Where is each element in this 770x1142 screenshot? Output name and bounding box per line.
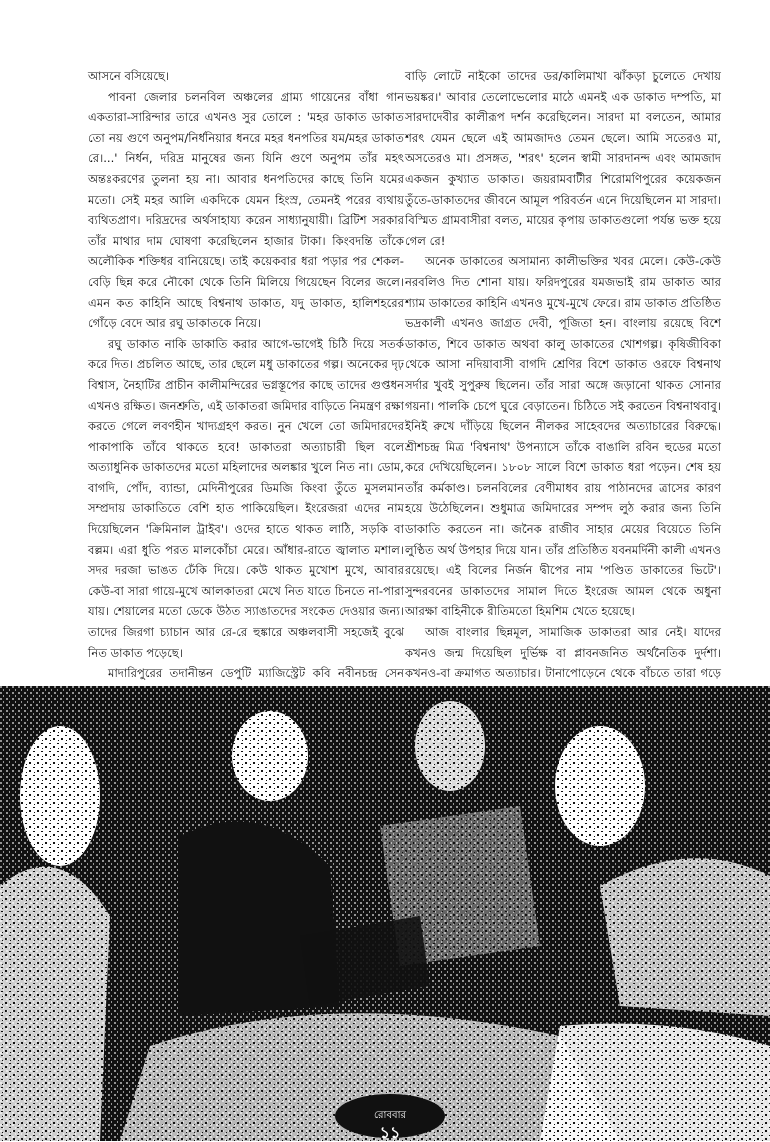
paragraph: আসনে বসিয়েছে। — [88, 69, 170, 83]
article-column-left — [88, 66, 404, 746]
paragraph: পাবনা জেলার চলনবিল অঞ্চলের গ্রাম্য গায়েনের বাঁধা গান একতারা-সারিন্দার তারে এখনও সুর তোলে : 'মহর ডাকাত ডাকাত তো নয় গুণে অনুপম/নির্ধনিয়ার ধনরে মহর ধনপতির যম/মহর ডাকাত রে।...' নির্ধন, দরিদ্র মানুষের জন্য যিনি গুণে অনুপম তাঁর মহৎ অন্তঃকরণের তুলনা হয় না। আবার ধনপতিদের কাছে তিনি যমের মতো। সেই মহর আলি একদিকে যেমন হিংস্র, তেমনই পরের ব্যথায় ব্যথিতপ্রাণ। দরিদ্রদের অর্থসাহায্য করেন সাধ্যানুযায়ী। ব্রিটিশ সরকার তাঁর মাথার দাম ঘোষণা করেছিলেন হাজার টাকা। কিংবদন্তি তাঁকে অলৌকিক শক্তিধর বানিয়েছে। তাই কয়েকবার ধরা পড়ার পর শেকল-বেড়ি ছিন্ন করে নৌকো থেকে তিনি মিলিয়ে গিয়েছেন বিলের জলে। এমন কত কাহিনি আছে বিশ্বনাথ ডাকাত, যদু ডাকাত, হালিশহরের গোঁড়ে বেদে আর রঘু ডাকাতকে নিয়ে। — [88, 89, 404, 331]
magazine-name: রোববার — [374, 1110, 406, 1121]
paragraph: বাড়ি লোটে নাইকো তাদের ডর/কালিমাখা ঝাঁকড়া চুলেতে দেখায় ভয়ঙ্কর।' আবার তেলোভেলোর মাঠে এমনই এক ডাকাত দম্পতি, মা সারদাদেবীর কালীরূপ দর্শন করেছিলেন। সারদা মা বলতেন, আমার শরৎ যেমন ছেলে এই আমজাদও তেমন ছেলে। আমি সতেরও মা, অসতেরও মা। প্রসঙ্গত, 'শরৎ' হলেন স্বামী সারদানন্দ এবং আমজাদ একজন কুখ্যাত ডাকাত। জয়রামবাটীর শিরোমণিপুরের কয়েকজন তুঁতে-ডাকাতদের জীবনে আমূল পরিবর্তন এনে দিয়েছিলেন মা সারদা। বিস্মিত গ্রামবাসীরা বলত, মায়ের কৃপায় ডাকাতগুলো পর্যন্ত ভক্ত হয়ে গেল রে! — [405, 69, 721, 248]
article-column-right — [405, 66, 721, 746]
dacoits-gathering-image — [0, 686, 770, 1141]
illustration-photo — [0, 686, 770, 1141]
paragraph: আজ বাংলার ছিন্নমূল, সামাজিক ডাকাতরা আর নেই। যাদের কখনও জন্ম দিয়েছিল দুর্ভিক্ষ বা প্লাবনজনিত অর্থনৈতিক দুর্দশা। কখনও-বা ক্রমাগত অত্যাচার। টানাপোড়েনে থেকে বাঁচতে তারা গড়ে — [405, 625, 721, 681]
paragraph: রঘু ডাকাত নাকি ডাকাতি করার আগে-ভাগেই চিঠি দিয়ে সতর্ক করে দিত। প্রচলিত আছে, তার ছেলে মধু ডাকাতের গল্প। অনেকের দৃঢ় বিশ্বাস, নৈহাটির প্রাচীন কালীমন্দিরের ভগ্নস্তূপের কাছে তাদের গুপ্তধন এখনও রক্ষিত। জনশ্রুতি, এই ডাকাতরা জমিদার বাড়িতে নিমন্ত্রণ রক্ষা করতে গেলে লবণহীন খাদ্যগ্রহণ করত। নুন খেলে তো জমিদারদের পাকাপাকি তাঁবে থাকতে হবে! ডাকাতরা অত্যাচারী ছিল বলে অত্যাধুনিক ডাকাতদের মতো মহিলাদের অলঙ্কার খুলে নিত না। ডোম, বাগদি, পোঁদ, ব্যান্ডা, মেদিনীপুরের ডিমজি কিংবা তুঁতে মুসলমান সম্প্রদায় ডাকাতিতে বেশি হাত পাকিয়েছিল। ইংরেজরা এদের নাম দিয়েছিলেন 'ক্রিমিনাল ট্রাইব'। ওদের হাতে থাকত লাঠি, সড়কি বা বল্লম। এরা ধুতি পরত মালকোঁচা মেরে। আঁধার-রাতে জ্বালাত মশাল। সদর দরজা ভাঙত ঢেঁকি দিয়ে। কেউ থাকত মুখোশ মুখে, আবার কেউ-বা সারা গায়ে-মুখে আলকাতরা মেখে নিত যাতে চিনতে না-পারা যায়। শেয়ালের মতো ডেকে উঠত স্যাঙাতদের সংকেত দেওয়ার জন্য। তাদের জিরগা চ্যাচান আর রে-রে হুঙ্কারে অঞ্চলবাসী সহজেই বুঝে নিত ডাকাত পড়েছে। — [88, 336, 404, 660]
page-folio — [360, 1108, 420, 1142]
paragraph: মাদারিপুরের তদানীন্তন ডেপুটি ম্যাজিস্ট্রেট কবি নবীনচন্দ্র সেন — [108, 666, 404, 681]
page-number: ১১ — [379, 1123, 401, 1142]
paragraph: অনেক ডাকাতের অসামান্য কালীভক্তির খবর মেলে। কেউ-কেউ নরবলিও দিত শোনা যায়। ফরিদপুরের যমজভাই রাম ডাকাত আর শ্যাম ডাকাতের কাহিনি এখনও মুখে-মুখে ফেরে। রাম ডাকাত প্রতিষ্ঠিত ভদ্রকালী এখনও জাগ্রত দেবী, পূজিতা হন। বাংলায় রয়েছে বিশে ডাকাত, শিবে ডাকাত অথবা কালু ডাকাতের খোশগল্প। কৃষিজীবিকা থেকে আসা নদিয়াবাসী বাগদি শ্রেণির বিশে ডাকাত ওরফে বিশ্বনাথ সর্দার খুবই সুপুরুষ ছিলেন। তাঁর সারা অঙ্গে জড়ানো থাকত সোনার গয়না। পালকি চেপে ঘুরে বেড়াতেন। চিঠিতে সই করতেন বিশ্বনাথবাবু। ইনিই রুখে দাঁড়িয়ে ছিলেন নীলকর সাহেবদের অত্যাচারের বিরুদ্ধে। শ্রীশচন্দ্র মিত্র 'বিশ্বনাথ' উপন্যাসে তাঁকে বাঙালি রবিন হুডের মতো করে দেখিয়েছিলেন। ১৮০৮ সালে বিশে ডাকাত ধরা পড়েন। শেষ হয় তাঁর কর্মকাণ্ড। চলনবিলের বেণীমাধব রায় পাঠানদের ত্রাসের কারণ হয়ে উঠেছিলেন। শুধুমাত্র জমিদারের সম্পদ লুঠ করার জন্য তিনি ডাকাতি করতেন না। জনৈক রাজীব সাহার মেয়ের বিয়েতে তিনি লুণ্ঠিত অর্থ উপহার দিয়ে যান। তাঁর প্রতিষ্ঠিত যবনমর্দিনী কালী এখনও রয়েছে। এই বিলের নির্জন দ্বীপের নাম 'পণ্ডিত ডাকাতের ভিটে'। সুন্দরবনের ডাকাতদের সামাল দিতে ইংরেজ আমল থেকে অধুনা আরক্ষা বাহিনীকে রীতিমতো হিমশিম খেতে হয়েছে। — [405, 254, 721, 619]
